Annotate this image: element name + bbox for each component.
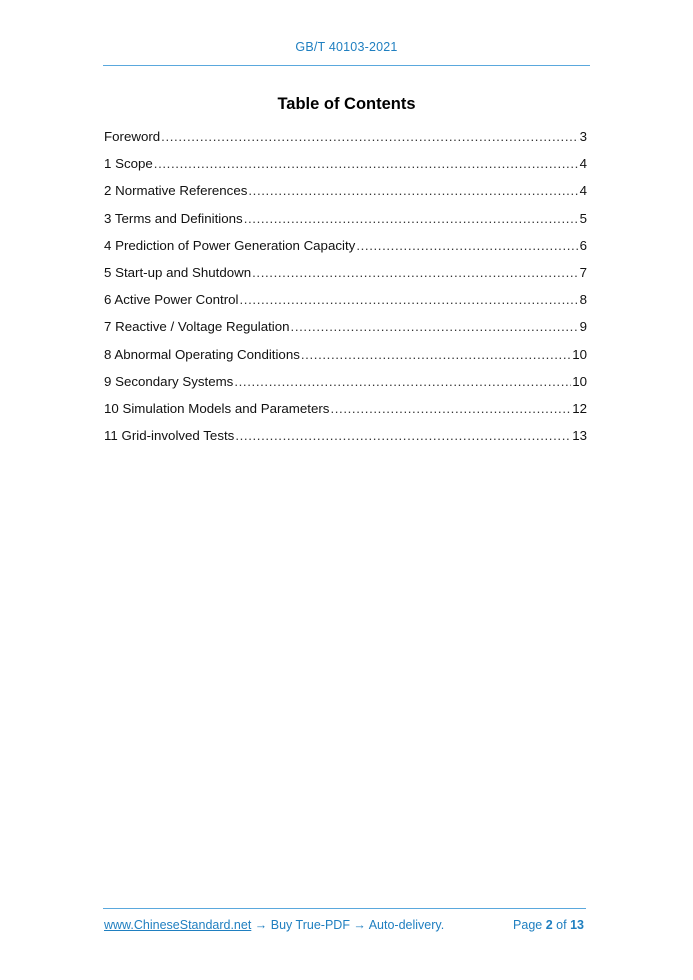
toc-entry-label: Foreword [104, 129, 161, 144]
toc-entry-startup-shutdown[interactable] [104, 264, 587, 291]
toc-entry-grid-involved-tests[interactable] [104, 427, 587, 454]
toc-leader-dots [161, 128, 578, 146]
toc-leader-dots [244, 210, 579, 228]
toc-entry-page: 5 [579, 210, 587, 226]
toc-entry-label: 11 Grid-involved Tests [104, 428, 235, 444]
buy-pdf-text: Buy True-PDF [270, 918, 350, 932]
table-of-contents [104, 128, 587, 454]
toc-leader-dots [356, 237, 578, 255]
toc-leader-dots [234, 373, 571, 391]
toc-leader-dots [154, 155, 579, 173]
total-page-count: 13 [570, 918, 584, 932]
toc-leader-dots [248, 182, 578, 200]
toc-entry-label: 6 Active Power Control [104, 292, 239, 308]
toc-entry-label: 4 Prediction of Power Generation Capacity [104, 237, 356, 253]
toc-entry-page: 10 [572, 373, 587, 389]
toc-leader-dots [301, 346, 571, 364]
toc-entry-page: 10 [572, 346, 587, 362]
of-word: of [556, 918, 567, 932]
page-indicator [513, 918, 584, 932]
toc-entry-normative-references[interactable] [104, 182, 587, 209]
document-header [0, 40, 693, 54]
toc-leader-dots [240, 291, 579, 309]
toc-entry-label: 8 Abnormal Operating Conditions [104, 346, 300, 362]
toc-entry-label: 7 Reactive / Voltage Regulation [104, 319, 290, 335]
toc-entry-page: 4 [579, 156, 587, 172]
site-link[interactable]: www.ChineseStandard.net [104, 918, 252, 932]
toc-entry-page: 9 [579, 319, 587, 335]
toc-entry-label: 10 Simulation Models and Parameters [104, 400, 330, 416]
arrow-icon: → [251, 918, 271, 932]
toc-entry-page: 6 [579, 237, 587, 253]
page-word: Page [513, 918, 543, 932]
toc-entry-label: 9 Secondary Systems [104, 373, 234, 389]
toc-entry-page: 3 [579, 129, 587, 144]
footer-promo [104, 918, 444, 932]
standard-code: GB/T 40103-2021 [295, 40, 398, 54]
toc-title: Table of Contents [277, 95, 416, 113]
arrow-icon: → [349, 918, 369, 932]
toc-entry-simulation-models[interactable] [104, 400, 587, 427]
toc-entry-page: 13 [572, 428, 587, 444]
toc-entry-abnormal-operating-conditions[interactable] [104, 346, 587, 373]
toc-entry-label: 3 Terms and Definitions [104, 210, 243, 226]
toc-entry-reactive-voltage-regulation[interactable] [104, 318, 587, 345]
toc-entry-active-power-control[interactable] [104, 291, 587, 318]
current-page-number: 2 [545, 918, 553, 932]
toc-entry-page: 7 [579, 264, 587, 280]
footer-divider [103, 908, 586, 909]
toc-entry-secondary-systems[interactable] [104, 373, 587, 400]
toc-leader-dots [235, 427, 571, 445]
auto-delivery-text: Auto-delivery. [368, 918, 445, 932]
toc-leader-dots [291, 318, 579, 336]
toc-entry-power-generation-prediction[interactable] [104, 237, 587, 264]
document-footer [104, 918, 586, 936]
toc-entry-label: 2 Normative References [104, 183, 248, 199]
toc-leader-dots [330, 400, 571, 418]
toc-entry-page: 8 [579, 292, 587, 308]
toc-entry-terms-and-definitions[interactable] [104, 210, 587, 237]
toc-entry-page: 12 [572, 400, 587, 416]
header-divider [103, 65, 590, 66]
toc-entry-foreword[interactable] [104, 128, 587, 155]
toc-leader-dots [252, 264, 578, 282]
toc-entry-label: 5 Start-up and Shutdown [104, 264, 252, 280]
toc-entry-label: 1 Scope [104, 156, 153, 172]
toc-entry-scope[interactable] [104, 155, 587, 182]
toc-entry-page: 4 [579, 183, 587, 199]
